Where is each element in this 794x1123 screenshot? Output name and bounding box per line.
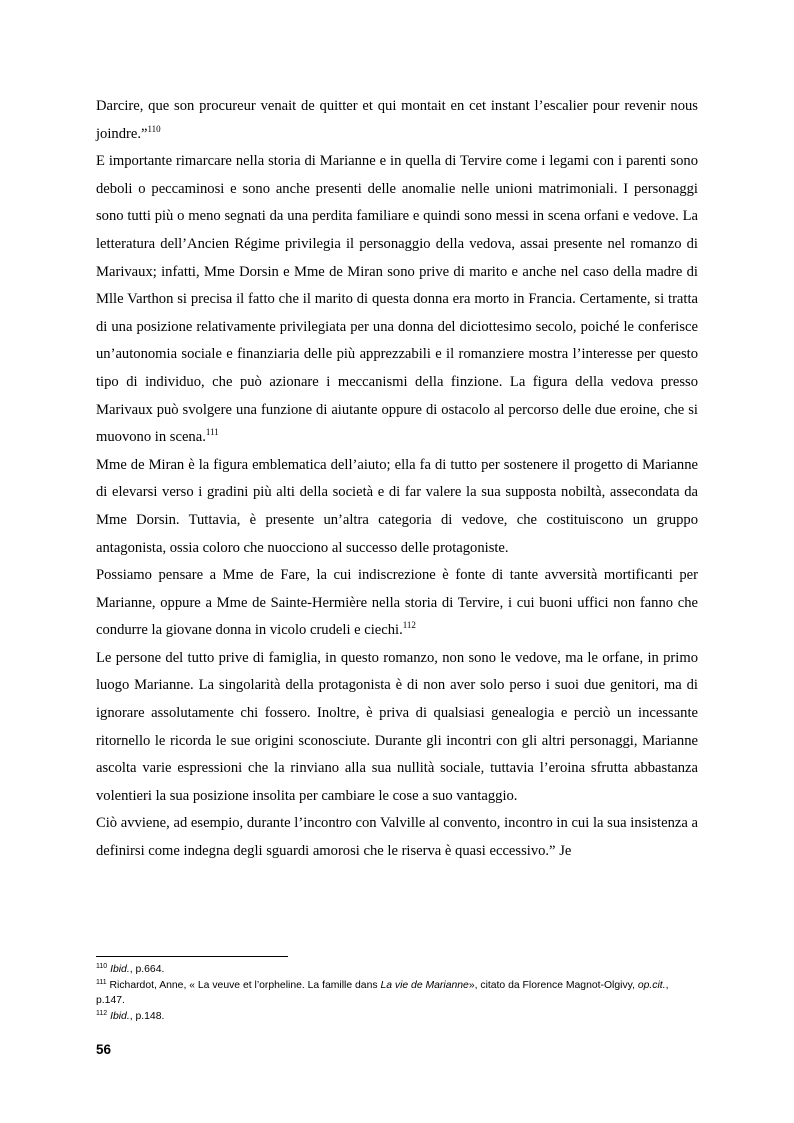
page-number: 56 (96, 1042, 112, 1057)
footnote-text: , p.148. (129, 1010, 165, 1022)
footnote-italic: Ibid. (110, 1010, 130, 1022)
main-text (96, 93, 698, 866)
footnote-italic: La vie de Marianne (380, 979, 469, 991)
footnotes (96, 962, 698, 1024)
footnote-text: », citato da Florence Magnot-Olgivy, (468, 979, 638, 991)
paragraph-2 (96, 148, 698, 452)
paragraph-5 (96, 645, 698, 811)
footnote-reference: 112 (402, 620, 416, 631)
paragraph-3 (96, 452, 698, 562)
paragraph-text: Mme de Miran è la figura emblematica dell’aiuto; ella fa di tutto per sostenere il progetto di Marianne di elevarsi verso i gradini più alti della società e di far valere la sua supposta nobiltà, assecondata da Mme Dorsin. Tuttavia, è presente un’altra categoria di vedove, che costituiscono un gruppo antagonista, ossia coloro che nuocciono al successo delle protagoniste. (96, 456, 698, 556)
footnote-reference: 110 (147, 123, 161, 134)
footnote-112 (96, 1009, 698, 1025)
footnote-110 (96, 962, 698, 978)
paragraph-6 (96, 810, 698, 865)
footnote-number: 111 (96, 978, 107, 986)
paragraph-text: Possiamo pensare a Mme de Fare, la cui indiscrezione è fonte di tante avversità mortificanti per Marianne, oppure a Mme de Sainte-Hermière nella storia di Tervire, i cui buoni uffici non fanno che condurre la giovane donna in vicolo crudeli e ciechi. (96, 567, 698, 639)
paragraph-text: Ciò avviene, ad esempio, durante l’incontro con Valville al convento, incontro in cui la sua insistenza a definirsi come indegna degli sguardi amorosi che le riserva è quasi eccessivo.” Je (96, 815, 698, 860)
footnote-number: 110 (96, 963, 108, 970)
footnote-text: Richardot, Anne, « La veuve et l’orpheline. La famille dans (106, 979, 381, 991)
footnote-italic: op.cit. (637, 979, 666, 991)
footnote-text: , p.664. (129, 964, 165, 975)
paragraph-4 (96, 562, 698, 645)
footnote-reference: 111 (205, 427, 219, 438)
footnote-111 (96, 978, 698, 1009)
paragraph-text: Darcire, que son procureur venait de quitter et qui montait en cet instant l’escalier pour revenir nous joindre.” (96, 98, 698, 142)
footnote-separator (96, 956, 288, 957)
paragraph-text: Le persone del tutto prive di famiglia, in questo romanzo, non sono le vedove, ma le orfane, in primo luogo Marianne. La singolarità della protagonista è di non aver solo perso i suoi due genitori, ma di ignorare assolutamente chi fossero. Inoltre, è priva di qualsiasi genealogia e perciò un incessante ritornello le ricorda le sue origini sconosciute. Durante gli incontri con gli altri personaggi, Marianne ascolta varie espressioni che la rinviano alla sua nullità sociale, tuttavia l’eroina sfrutta abbastanza volentieri la sua posizione insolita per cambiare le cose a suo vantaggio. (96, 649, 698, 804)
paragraph-1 (96, 93, 698, 148)
footnote-text: , p.147. (96, 979, 669, 1006)
footnote-italic: Ibid. (110, 964, 130, 975)
paragraph-text: E importante rimarcare nella storia di Marianne e in quella di Tervire come i legami con i parenti sono deboli o peccaminosi e sono anche presenti delle anomalie nelle unioni matrimoniali. I personaggi sono tutti più o meno segnati da una perdita familiare e quindi sono messi in scena orfani e vedove. La letteratura dell’Ancien Régime privilegia il personaggio della vedova, assai presente nel romanzo di Marivaux; infatti, Mme Dorsin e Mme de Miran sono prive di marito e anche nel caso della madre di Mlle Varthon si precisa il fatto che il marito di questa donna era morto in Francia. Certamente, si tratta di una posizione relativamente privilegiata per una donna del diciottesimo secolo, poiché le conferisce un’autonomia sociale e finanziaria delle più apprezzabili e il romanziere mostra l’interesse per questo tipo di individuo, che può azionare i meccanismi della finzione. La figura della vedova presso Marivaux può svolgere una funzione di aiutante oppure di ostacolo al percorso delle due eroine, che si muovono in scena. (96, 153, 698, 446)
footnote-number: 112 (96, 1009, 108, 1017)
